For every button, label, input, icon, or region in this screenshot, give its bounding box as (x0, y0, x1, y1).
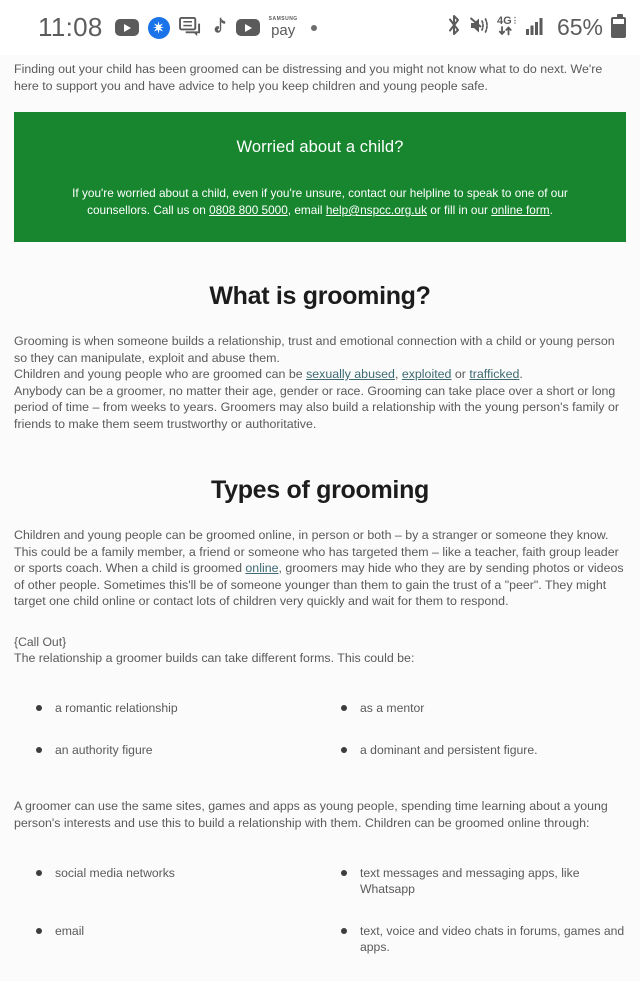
helpline-email-link[interactable]: help@nspcc.org.uk (325, 203, 427, 217)
forms-list-intro: The relationship a groomer builds can take different forms. This could be: (14, 650, 415, 665)
list-item-label: a romantic relationship (55, 701, 178, 715)
bullet-dot-icon (341, 928, 347, 934)
bullet-dot-icon (341, 705, 347, 711)
list-item (341, 700, 626, 716)
list-item-label: a dominant and persistent figure. (360, 743, 538, 757)
svg-text:⋮: ⋮ (510, 15, 519, 25)
worried-about-a-child-callout (14, 112, 626, 242)
samsung-pay-icon (269, 17, 298, 38)
callout-body (60, 185, 580, 219)
messages-icon (179, 17, 202, 38)
more-notifications-dot (311, 25, 317, 31)
status-bar-notification-icons (115, 17, 321, 39)
what-is-grooming-paragraph-2 (14, 366, 626, 383)
mute-vibrate-icon (469, 15, 490, 41)
heading-types-of-grooming: Types of grooming (210, 476, 430, 504)
youtube-icon (115, 19, 139, 36)
types-text-2: , groomers may hide who they are by sending photos or videos of other people. Sometimes this'll be of someone younger than them to gain the trust of a "peer". They might target one child online or contact lots of children very quickly and wait for them to respond. (14, 561, 624, 608)
list-item (341, 923, 626, 955)
battery-percentage-label: 65% (556, 14, 603, 40)
bullet-dot-icon (341, 747, 347, 753)
bullet-dot-icon (36, 870, 42, 876)
callout-placeholder-label: {Call Out} (14, 634, 67, 649)
list-item (341, 865, 626, 897)
grooming-text-4: . (519, 367, 523, 381)
intro-paragraph: Finding out your child has been groomed can be distressing and you might not know what to do next. We're here to support you and have advice to help you keep children and young people safe. (14, 62, 603, 93)
what-is-grooming-paragraph-1: Grooming is when someone builds a relationship, trust and emotional connection with a child or young person so they can manipulate, exploit and abuse them. (14, 334, 615, 365)
exploited-link[interactable]: exploited (401, 367, 452, 381)
helpline-phone-link[interactable]: 0808 800 5000 (209, 203, 288, 217)
callout-text-3: or fill in our (427, 203, 492, 217)
sexually-abused-link[interactable]: sexually abused (306, 367, 395, 381)
status-bar (0, 0, 640, 55)
bullet-dot-icon (36, 928, 42, 934)
list-item (36, 700, 321, 716)
callout-text-1: If you're worried about a child, even if you're unsure, contact our helpline to speak to one of our counsellors. Call us on (72, 186, 568, 217)
youtube-music-icon (236, 19, 260, 36)
list-item-label: text messages and messaging apps, like Whatsapp (360, 866, 580, 896)
article-content (0, 61, 640, 955)
bullet-dot-icon (341, 870, 347, 876)
online-grooming-link[interactable]: online (245, 561, 279, 575)
online-form-link[interactable]: online form (491, 203, 550, 217)
grooming-forms-list (14, 700, 626, 758)
status-bar-system-icons (446, 14, 626, 42)
bullet-dot-icon (36, 705, 42, 711)
svg-text:4G: 4G (496, 14, 512, 27)
list-item (36, 923, 321, 955)
grooming-text-2: , (394, 367, 402, 381)
list-item (341, 742, 626, 758)
bullet-dot-icon (36, 747, 42, 753)
grooming-text-3: or (451, 367, 470, 381)
heading-what-is-grooming: What is grooming? (209, 282, 431, 310)
samsung-pay-brand: SAMSUNG (268, 16, 298, 22)
list-item-label: social media networks (55, 866, 175, 880)
list-item (36, 742, 321, 758)
callout-title: Worried about a child? (236, 138, 404, 156)
network-4g-plus-icon (497, 14, 519, 42)
signal-strength-icon (526, 15, 546, 41)
battery-icon (611, 17, 626, 38)
online-channels-intro-paragraph: A groomer can use the same sites, games and apps as young people, spending time learning about a young person's interests and use this to build a relationship with them. Children can be groomed online through: (14, 799, 608, 830)
list-item-label: an authority figure (55, 743, 153, 757)
tiktok-icon (211, 17, 227, 38)
callout-text-4: . (549, 203, 553, 217)
what-is-grooming-paragraph-3: Anybody can be a groomer, no matter their age, gender or race. Grooming can take place over a short or long period of time – from weeks to years. Groomers may also build a relationship with the young person's family or friends to make them seem trustworthy or authoritative. (14, 383, 619, 431)
status-bar-clock: 11:08 (38, 12, 103, 42)
types-text-1: Children and young people can be groomed online, in person or both – by a stranger or someone they know. This could be a family member, a friend or someone who has targeted them – like a teacher, faith group leader or sports coach. When a child is groomed (14, 528, 619, 575)
online-channels-list (14, 865, 626, 955)
list-item (36, 865, 321, 897)
medical-alert-icon (148, 17, 170, 39)
list-item-label: text, voice and video chats in forums, games and apps. (360, 924, 625, 954)
list-item-label: as a mentor (360, 701, 425, 715)
bluetooth-icon (446, 14, 462, 41)
types-of-grooming-paragraph-1 (14, 527, 626, 610)
list-item-label: email (55, 924, 85, 938)
callout-text-2: , email (287, 203, 326, 217)
trafficked-link[interactable]: trafficked (469, 367, 520, 381)
samsung-pay-label: pay (271, 22, 296, 39)
grooming-text-1: Children and young people who are groomed can be (14, 367, 307, 381)
